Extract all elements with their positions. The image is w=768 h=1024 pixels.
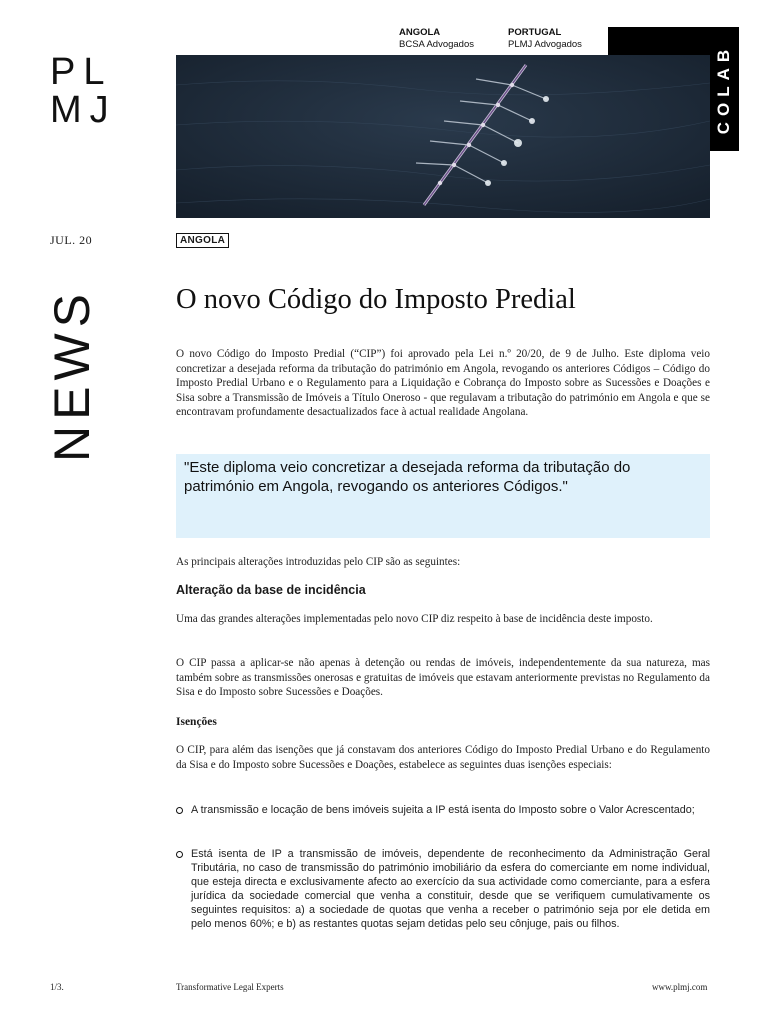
bullet-circle-icon	[176, 851, 183, 858]
list-item	[176, 803, 710, 817]
logo-line-1: PL	[50, 51, 113, 93]
article-title: O novo Código do Imposto Predial	[176, 284, 576, 315]
firm-country: PORTUGAL	[508, 27, 562, 38]
pull-quote-text: "Este diploma veio concretizar a desejada reforma da tributação do património em Angola, revogando os anteriores Códigos."	[184, 459, 631, 495]
firm-angola	[399, 27, 474, 51]
intro-paragraph: O novo Código do Imposto Predial (“CIP”) foi aprovado pela Lei n.º 20/20, de 9 de Julho. Este diploma veio concretizar a desejada reforma da tributação do património em Angola, revogando os anteriores Códigos – Código do Imposto Predial Urbano e o Regulamento para a Liquidação e Cobrança do Imposto sobre as Sucessões e Doações e Sisa sobre a Transmissão de Imóveis a Título Oneroso - que regulavam a tributação do património em Angola e que se encontravam profundamente desactualizados face à actual realidade Angolana.	[176, 348, 710, 418]
page-number: 1/3.	[50, 982, 64, 992]
pull-quote	[176, 454, 710, 538]
logo-line-2: MJ	[50, 89, 117, 131]
lead-sentence: As principais alterações introduzidas pelo CIP são as seguintes:	[176, 556, 461, 568]
footer-tagline: Transformative Legal Experts	[176, 982, 284, 992]
section1-paragraph-2: O CIP passa a aplicar-se não apenas à detenção ou rendas de imóveis, independentemente da sua natureza, mas também sobre as transmissões onerosas e gratuitas de imóveis que estavam anteriormente previstas no Regulamento da Sisa e do Imposto sobre Sucessões e Doações.	[176, 657, 710, 698]
rowing-boat-illustration	[176, 55, 710, 218]
firm-name: PLMJ Advogados	[508, 39, 582, 50]
colab-label-wrap	[710, 27, 739, 151]
firm-portugal	[508, 27, 582, 51]
section2-paragraph-1: O CIP, para além das isenções que já constavam dos anteriores Código do Imposto Predial Urbano e do Regulamento da Sisa e do Imposto sobre Sucessões e Doações, estabelece as seguintes duas isenções especiais:	[176, 744, 710, 771]
bullet-circle-icon	[176, 807, 183, 814]
plmj-logo	[50, 53, 130, 129]
colab-label: COLAB	[714, 43, 734, 135]
list-item	[176, 847, 710, 931]
section1-paragraph-1: Uma das grandes alterações implementadas pelo novo CIP diz respeito à base de incidência deste imposto.	[176, 613, 653, 625]
hero-image-rowing	[176, 55, 710, 218]
news-section-label: NEWS	[44, 288, 100, 462]
country-tag: ANGOLA	[176, 233, 229, 248]
section-heading-incidence: Alteração da base de incidência	[176, 583, 366, 597]
firm-name: BCSA Advogados	[399, 39, 474, 50]
colab-header-bar	[608, 27, 710, 55]
footer-url-link[interactable]: www.plmj.com	[652, 982, 708, 992]
publication-date: JUL. 20	[50, 233, 93, 247]
list-item-text: A transmissão e locação de bens imóveis sujeita a IP está isenta do Imposto sobre o Valor Acrescentado;	[191, 804, 695, 816]
firm-country: ANGOLA	[399, 27, 441, 38]
news-label-wrap	[40, 284, 104, 466]
section-heading-exemptions: Isenções	[176, 716, 217, 728]
list-item-text: Está isenta de IP a transmissão de imóveis, dependente de reconhecimento da Administração Geral Tributária, no caso de transmissão do património imobiliário da esfera do comerciante em nome individual, que esteja directa e exclusivamente afecto ao exercício da sua actividade como comerciante, para a esfera jurídica da sociedade comercial que venha a constituir, desde que se verifiquem cumulativamente os seguintes requisitos: a) a sociedade de quotas que venha a receber o património seja por ele detida em pelo menos 60%; e b) as restantes quotas sejam detidas pelo seu cônjuge, pais ou filhos.	[191, 848, 710, 930]
